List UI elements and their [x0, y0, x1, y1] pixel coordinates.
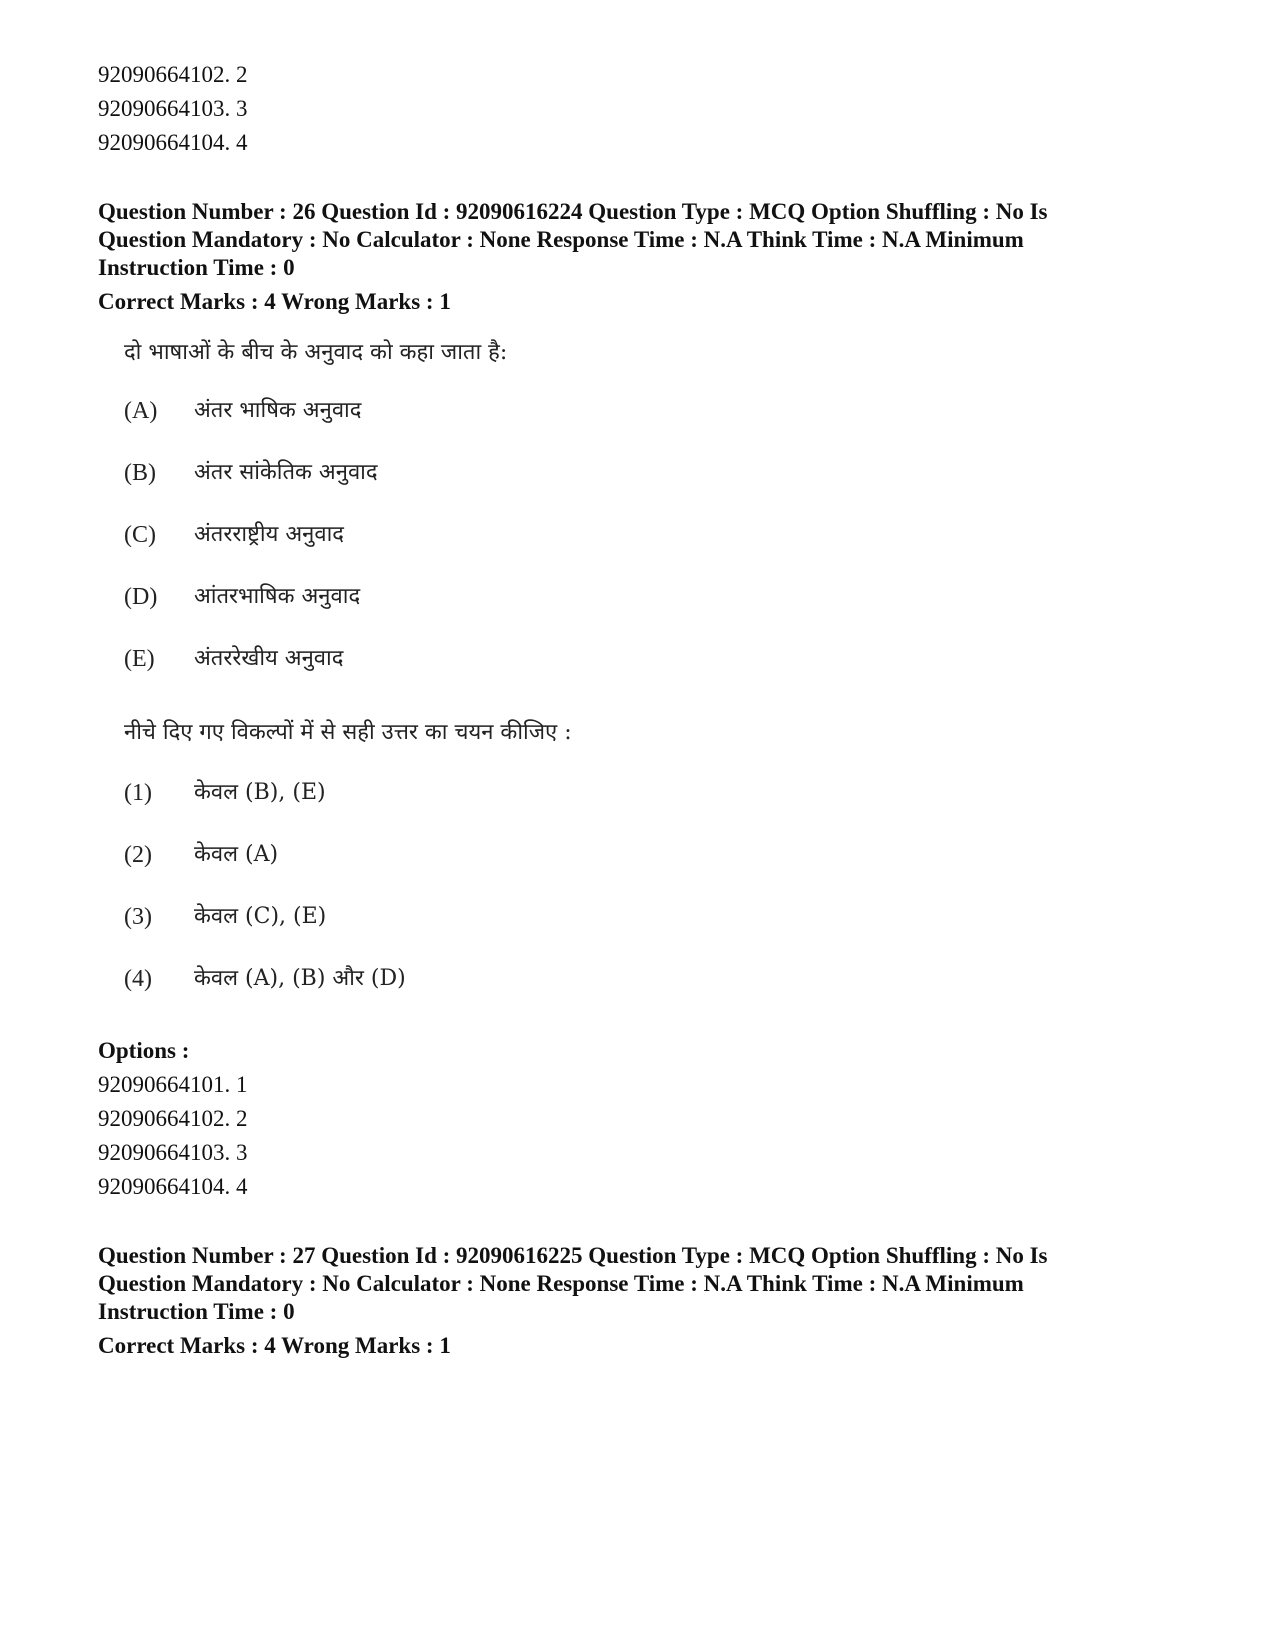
choice-item [124, 840, 1198, 902]
statement-text: आंतरभाषिक अनुवाद [194, 584, 361, 609]
document-page [98, 58, 1198, 1360]
choice-label: (4) [124, 966, 152, 992]
choice-text: केवल (C), (E) [194, 904, 327, 929]
question-meta: Question Mandatory : No Calculator : None Response Time : N.A Think Time : N.A Minimum [98, 1271, 1024, 1296]
choice-text: केवल (A) [194, 842, 279, 867]
choice-label: (2) [124, 842, 152, 868]
option-line: 92090664103. 3 [98, 96, 248, 121]
option-line: 92090664104. 4 [98, 1174, 248, 1199]
option-line: 92090664103. 3 [98, 1140, 248, 1165]
choice-text: केवल (B), (E) [194, 780, 326, 805]
option-line: 92090664102. 2 [98, 62, 248, 87]
option-line: 92090664102. 2 [98, 1106, 248, 1131]
statement-text: अंतर सांकेतिक अनुवाद [194, 460, 378, 485]
question-meta: Question Number : 26 Question Id : 92090616224 Question Type : MCQ Option Shuffling : No Is [98, 199, 1048, 224]
question-meta: Instruction Time : 0 [98, 1299, 295, 1324]
choice-item [124, 964, 1198, 1004]
statement-label: (D) [124, 584, 158, 610]
choice-text: केवल (A), (B) और (D) [194, 966, 406, 991]
question-26 [98, 198, 1198, 1204]
choice-label: (3) [124, 904, 152, 930]
option-line: 92090664104. 4 [98, 130, 248, 155]
statement-item [124, 644, 1198, 706]
statement-label: (C) [124, 522, 156, 548]
instruction-text: नीचे दिए गए विकल्पों में से सही उत्तर का चयन कीजिए : [124, 720, 572, 745]
question-image [124, 338, 1198, 1004]
marks-line: Correct Marks : 4 Wrong Marks : 1 [98, 289, 451, 314]
statement-text: अंतररेखीय अनुवाद [194, 646, 344, 671]
statement-label: (E) [124, 646, 155, 672]
statement-text: अंतरराष्ट्रीय अनुवाद [194, 522, 344, 547]
marks-line: Correct Marks : 4 Wrong Marks : 1 [98, 1333, 451, 1358]
question-27 [98, 1242, 1198, 1360]
question-meta: Question Number : 27 Question Id : 92090616225 Question Type : MCQ Option Shuffling : No Is [98, 1243, 1048, 1268]
question-text: दो भाषाओं के बीच के अनुवाद को कहा जाता है: [124, 340, 508, 365]
statement-label: (A) [124, 398, 158, 424]
options-heading: Options : [98, 1038, 190, 1063]
answer-choices [124, 778, 1198, 1004]
choice-label: (1) [124, 780, 152, 806]
statement-item [124, 582, 1198, 644]
question-meta: Instruction Time : 0 [98, 255, 295, 280]
statement-item [124, 520, 1198, 582]
previous-options [98, 58, 1198, 160]
statement-item [124, 396, 1198, 458]
choice-item [124, 778, 1198, 840]
question-meta: Question Mandatory : No Calculator : None Response Time : N.A Think Time : N.A Minimum [98, 227, 1024, 252]
statement-item [124, 458, 1198, 520]
choice-item [124, 902, 1198, 964]
statement-text: अंतर भाषिक अनुवाद [194, 398, 362, 423]
statement-label: (B) [124, 460, 156, 486]
option-line: 92090664101. 1 [98, 1072, 248, 1097]
